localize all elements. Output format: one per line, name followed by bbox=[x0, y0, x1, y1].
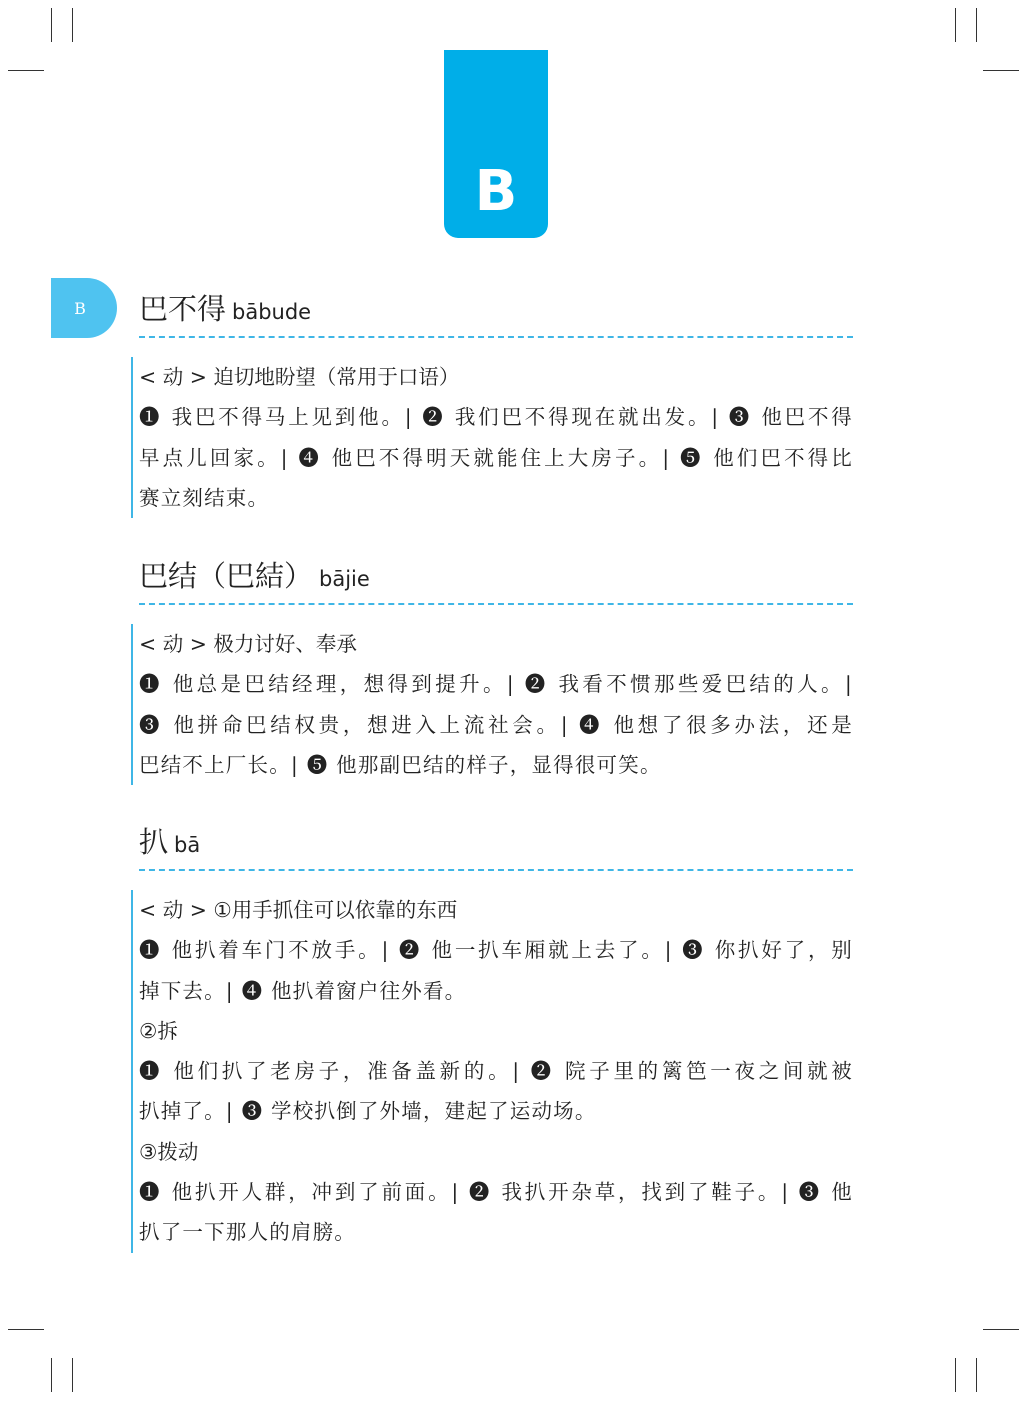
crop-mark bbox=[8, 1329, 44, 1330]
definition-line: < 动 > 迫切地盼望（常用于口语） bbox=[139, 365, 460, 389]
dashed-divider bbox=[139, 603, 853, 605]
definition-line: < 动 > 极力讨好、奉承 bbox=[139, 632, 357, 656]
headword-text: 巴结（巴結） bbox=[139, 559, 314, 593]
example-line: 巴结不上厂长。| ❺ 他那副巴结的样子，显得很可笑。 bbox=[139, 752, 662, 777]
dashed-divider bbox=[139, 336, 853, 338]
crop-mark bbox=[72, 1358, 73, 1392]
crop-mark bbox=[8, 70, 44, 71]
example-line: ❶ 他总是巴结经理，想得到提升。| ❷ 我看不惯那些爱巴结的人。| bbox=[139, 672, 853, 697]
headword-pinyin: bābude bbox=[232, 300, 312, 324]
entry-body bbox=[131, 624, 853, 785]
crop-mark bbox=[955, 8, 956, 42]
example-line: 扒掉了。| ❸ 学校扒倒了外墙，建起了运动场。 bbox=[139, 1099, 597, 1124]
crop-mark bbox=[983, 1329, 1019, 1330]
entry-headword bbox=[139, 822, 853, 865]
crop-mark bbox=[51, 8, 52, 42]
section-letter: B bbox=[474, 159, 518, 224]
dictionary-entry bbox=[139, 556, 853, 785]
example-line: 掉下去。| ❹ 他扒着窗户往外看。 bbox=[139, 978, 467, 1003]
dictionary-entry bbox=[139, 822, 853, 1253]
sense-label: ②拆 bbox=[139, 1018, 178, 1043]
crop-mark bbox=[51, 1358, 52, 1392]
headword-pinyin: bājie bbox=[319, 567, 370, 591]
entry-headword bbox=[139, 556, 853, 599]
crop-mark bbox=[976, 1358, 977, 1392]
crop-mark bbox=[976, 8, 977, 42]
example-line: ❶ 他们扒了老房子，准备盖新的。| ❷ 院子里的篱笆一夜之间就被 bbox=[139, 1059, 853, 1084]
entry-body bbox=[131, 890, 853, 1253]
side-tab-letter: B bbox=[74, 298, 86, 318]
example-line: 赛立刻结束。 bbox=[139, 485, 270, 510]
headword-text: 巴不得 bbox=[139, 292, 227, 326]
crop-mark bbox=[72, 8, 73, 42]
sense-label: ③拨动 bbox=[139, 1139, 199, 1164]
example-line: ❶ 我巴不得马上见到他。| ❷ 我们巴不得现在就出发。| ❸ 他巴不得 bbox=[139, 405, 853, 430]
headword-text: 扒 bbox=[139, 825, 169, 859]
example-line: 早点儿回家。| ❹ 他巴不得明天就能住上大房子。| ❺ 他们巴不得比 bbox=[139, 445, 853, 470]
headword-pinyin: bā bbox=[174, 833, 201, 857]
crop-mark bbox=[955, 1358, 956, 1392]
dictionary-entry bbox=[139, 289, 853, 518]
letter-section-tab bbox=[444, 50, 548, 238]
crop-mark bbox=[983, 70, 1019, 71]
example-line: 扒了一下那人的肩膀。 bbox=[139, 1220, 356, 1245]
definition-line: < 动 > ①用手抓住可以依靠的东西 bbox=[139, 898, 458, 922]
example-line: ❸ 他拼命巴结权贵，想进入上流社会。| ❹ 他想了很多办法，还是 bbox=[139, 712, 853, 737]
example-line: ❶ 他扒开人群，冲到了前面。| ❷ 我扒开杂草，找到了鞋子。| ❸ 他 bbox=[139, 1180, 853, 1205]
dashed-divider bbox=[139, 869, 853, 871]
example-line: ❶ 他扒着车门不放手。| ❷ 他一扒车厢就上去了。| ❸ 你扒好了，别 bbox=[139, 938, 853, 963]
entry-headword bbox=[139, 289, 853, 332]
side-thumb-tab bbox=[51, 278, 117, 338]
entry-body bbox=[131, 357, 853, 518]
